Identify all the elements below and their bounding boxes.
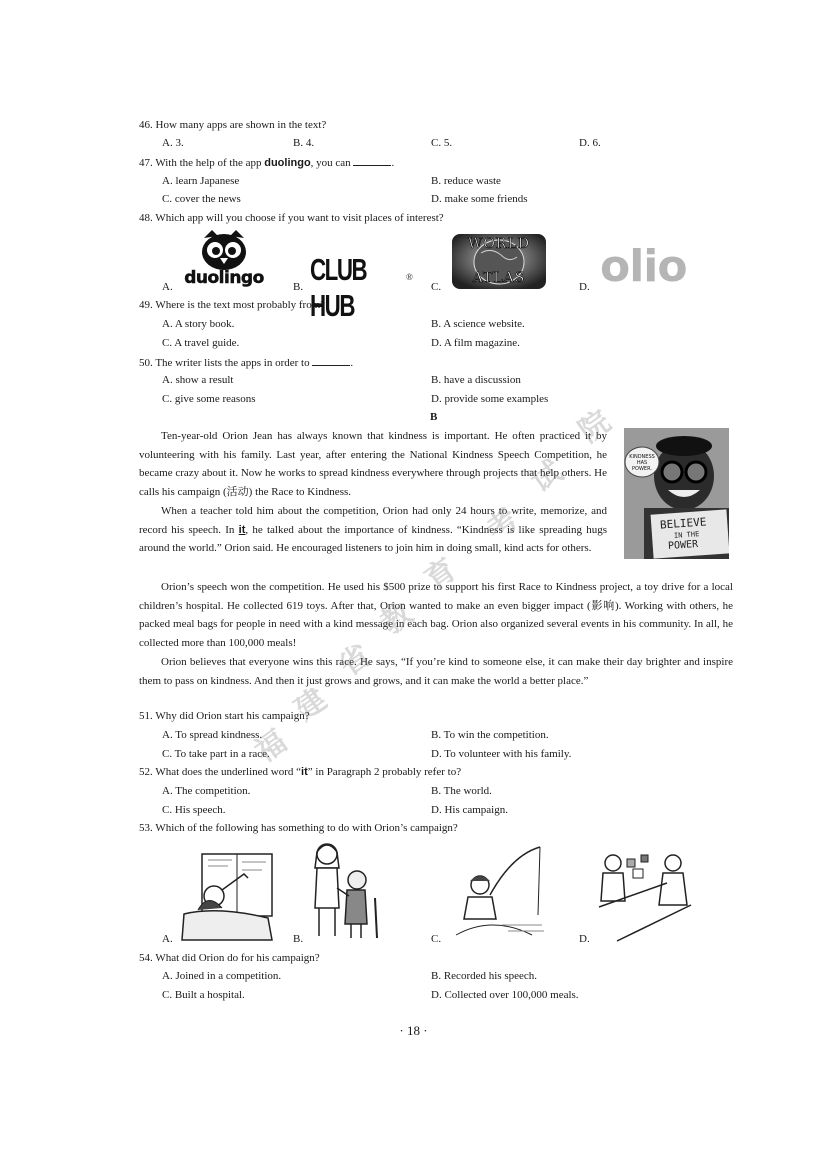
q51-option-c: C. To take part in a race. [162,748,270,760]
q50-blank [312,355,350,366]
world-atlas-bottom: ATLAS [472,270,526,286]
q54-stem [139,951,320,965]
q48-letter-a: A. [162,281,173,293]
q48-text: Which app will you choose if you want to visit places of interest? [155,212,444,224]
q48-number: 48. [139,212,153,224]
q46-stem [139,118,326,132]
q54-option-b: B. Recorded his speech. [431,970,537,982]
q50-text-end: . [350,357,354,369]
olio-wordmark: olio [600,241,687,292]
q52-option-a: A. The competition. [162,785,251,797]
clubhub-logo [310,252,415,323]
q47-option-d: D. make some friends [431,193,528,205]
q47-option-c: C. cover the news [162,193,241,205]
child-helping-elderly-illustration [305,838,385,942]
q48-letter-b: B. [293,281,304,293]
q52-number: 52. [139,766,153,778]
passage-p2-part2: , he talked about the importance of kindness. “Kindness is like spreading hugs around the world.” Orion said. He encouraged listeners to join him in doing small, kind acts for others. [139,523,607,555]
q47-option-a: A. learn Japanese [162,175,240,187]
q51-text: Why did Orion start his campaign? [155,710,310,722]
q47-stem [139,155,394,170]
q54-option-a: A. Joined in a competition. [162,970,282,982]
watermark-char-6: 考 [480,501,526,548]
q53-letter-a: A. [162,933,173,945]
photo-sign-line3: POWER [667,538,699,553]
q50-option-a: A. show a result [162,374,234,386]
q53-letter-b: B. [293,933,304,945]
q49-option-c: C. A travel guide. [162,337,240,349]
page-number: · 18 · [399,1023,428,1038]
q46-option-b: B. 4. [293,137,315,149]
q48-letter-c: C. [431,281,442,293]
photo-sign-line1: BELIEVE [659,515,707,532]
q54-option-c: C. Built a hospital. [162,989,245,1001]
world-atlas-top: WORLD [468,236,530,252]
section-b-heading: B [430,411,438,423]
q50-stem [139,355,353,370]
person-fishing-illustration [452,845,548,943]
q47-text-pre: With the help of the app [155,157,265,169]
watermark-char-7: 试 [524,453,570,500]
q47-app-name: duolingo [264,157,311,169]
q53-letter-c: C. [431,933,442,945]
q53-text: Which of the following has something to do with Orion’s campaign? [155,822,458,834]
passage-paragraph-3: Orion’s speech won the competition. He used his $500 prize to support his first Race to Kindness project, a toy drive for a local children’s hospital. He collected 619 toys. After that, Orion wanted to make an even bigger impact (影响). Working with others, he packed meal bags for people in need with a kind message in each bag. Orion also organized several events in his community. In all, he collected more than 100,000 meals! [139,581,733,650]
photo-sign-line2: IN THE [673,530,700,540]
world-atlas-logo [451,233,547,290]
q50-option-c: C. give some reasons [162,393,256,405]
toy-donation-illustration [597,845,693,943]
passage-paragraph-4: Orion believes that everyone wins this race. He says, “If you’re kind to someone else, it can make their day brighter and inspire them to pass on kindness. And then it just grows and grows, and it can make the world a better place.” [139,656,733,687]
q52-option-d: D. His campaign. [431,804,508,816]
watermark-char-1: 福 [248,723,294,770]
olio-logo [600,242,695,292]
q47-number: 47. [139,157,153,169]
passage-paragraph-1: Ten-year-old Orion Jean has always known that kindness is important. He often practiced it by volunteering with his family. Last year, after entering the National Kindness Speech Competition, he became crazy about it. Now he works to spread kindness everywhere through projects that help others. He calls his campaign (活动) the Race to Kindness. [139,430,607,499]
orion-photo [624,428,729,559]
duolingo-logo [178,228,270,290]
q52-stem [139,765,461,779]
q52-option-b: B. The world. [431,785,492,797]
q54-text: What did Orion do for his campaign? [155,952,320,964]
q47-option-b: B. reduce waste [431,175,501,187]
q53-letter-d: D. [579,933,590,945]
q50-number: 50. [139,357,153,369]
q50-text: The writer lists the apps in order to [155,357,310,369]
q54-option-d: D. Collected over 100,000 meals. [431,989,579,1001]
watermark-char-4: 教 [374,595,420,642]
q52-text-post: ” in Paragraph 2 probably refer to? [307,766,462,778]
watermark-char-3: 省 [332,637,378,684]
q49-number: 49. [139,299,153,311]
q49-option-b: B. A science website. [431,318,525,330]
watermark-char-8: 院 [572,403,618,450]
q50-option-d: D. provide some examples [431,393,549,405]
q49-option-d: D. A film magazine. [431,337,520,349]
q51-number: 51. [139,710,153,722]
q49-text: Where is the text most probably from? [155,299,326,311]
q47-text-post: , you can [310,157,351,169]
q46-number: 46. [139,119,153,131]
watermark-char-5: 育 [418,551,464,598]
q53-number: 53. [139,822,153,834]
underlined-it: it [238,523,246,536]
q48-stem [139,211,444,225]
q54-number: 54. [139,952,153,964]
passage-paragraph-2 [139,502,607,558]
q49-option-a: A. A story book. [162,318,235,330]
q46-text: How many apps are shown in the text? [155,119,327,131]
q50-option-b: B. have a discussion [431,374,521,386]
q51-option-b: B. To win the competition. [431,729,549,741]
q52-it: it [301,766,308,778]
watermark-char-2: 建 [288,681,334,728]
q52-text-pre: What does the underlined word “ [155,766,302,778]
q49-stem [139,298,325,312]
q47-blank [353,155,391,166]
q52-option-c: C. His speech. [162,804,226,816]
q51-stem [139,709,310,723]
clubhub-wordmark: CLUB HUB [310,252,367,323]
q46-option-d: D. 6. [579,137,601,149]
sick-person-in-bed-illustration [178,852,276,942]
q51-option-a: A. To spread kindness. [162,729,263,741]
passage-p2-part1: When a teacher told him about the competition, Orion had only 24 hours to write, memorize, and record his speech. In [139,505,607,536]
q46-option-c: C. 5. [431,137,453,149]
q48-letter-d: D. [579,281,590,293]
photo-speech-bubble: KINDNESS HAS POWER. [629,454,655,472]
q47-text-end: . [391,157,395,169]
q51-option-d: D. To volunteer with his family. [431,748,572,760]
clubhub-registered-mark: ® [406,272,413,282]
duolingo-wordmark: duolingo [184,268,264,288]
q53-stem [139,821,458,835]
q46-option-a: A. 3. [162,137,184,149]
